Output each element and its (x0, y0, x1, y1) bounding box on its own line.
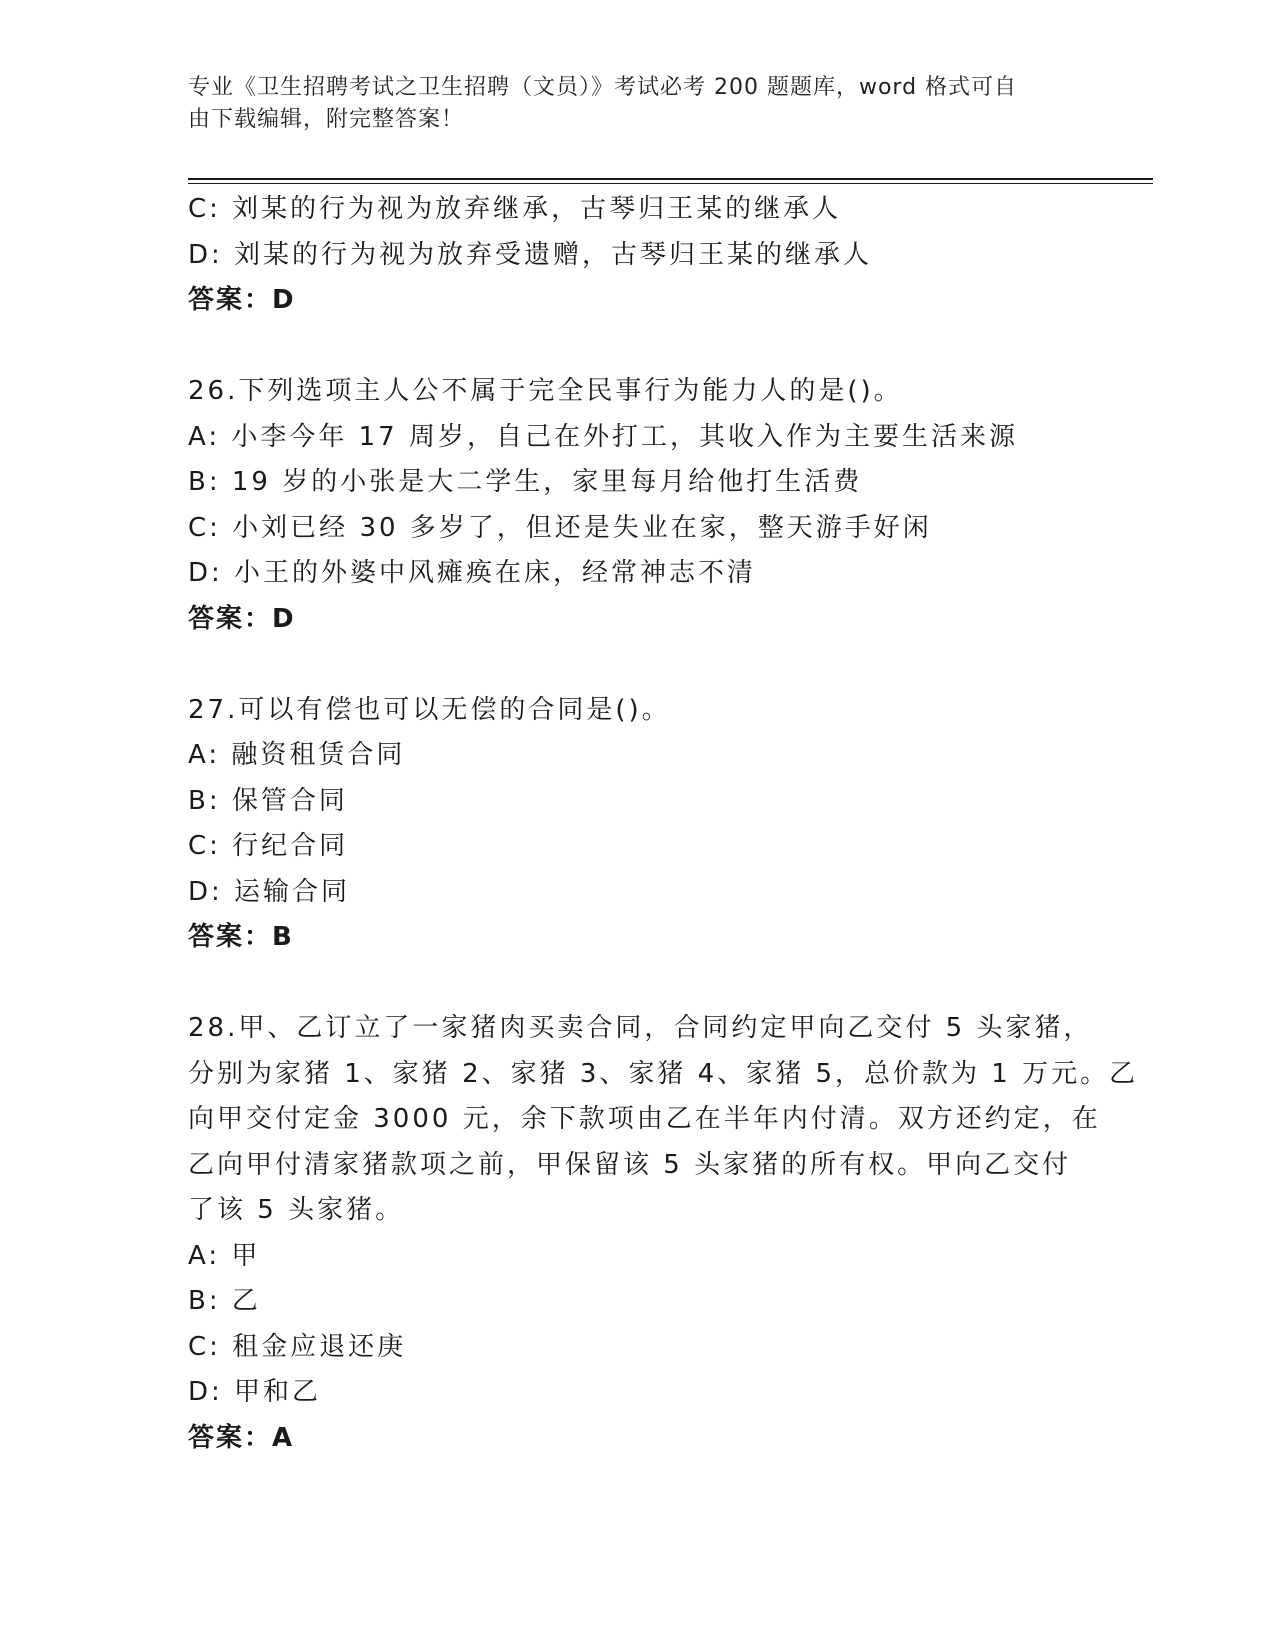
header-line-2: 由下载编辑，附完整答案！ (188, 107, 465, 132)
spacer (188, 324, 1088, 370)
question-27 (188, 688, 1088, 961)
q25-option-d: D: 刘某的行为视为放弃受遗赠，古琴归王某的继承人 (188, 239, 873, 270)
q28-option-b: B: 乙 (188, 1286, 261, 1316)
q27-answer: 答案：B (188, 922, 294, 952)
q28-answer: 答案：A (188, 1422, 295, 1453)
q28-option-a: A: 甲 (188, 1240, 261, 1271)
q26-answer: 答案：D (188, 603, 296, 634)
question-content (188, 187, 1139, 1461)
spacer (188, 642, 1088, 688)
q28-stem-line-3: 向甲交付定金 3000 元，余下款项由乙在半年内付清。双方还约定，在 (188, 1104, 1101, 1134)
q26-option-c: C: 小刘已经 30 多岁了，但还是失业在家，整天游手好闲 (188, 512, 932, 543)
q26-option-b: B: 19 岁的小张是大二学生，家里每月给他打生活费 (188, 467, 863, 497)
q25-answer: 答案：D (188, 285, 296, 315)
q28-stem-line-4: 乙向甲付清家猪款项之前，甲保留该 5 头家猪的所有权。甲向乙交付 (188, 1149, 1072, 1180)
q25-option-c: C: 刘某的行为视为放弃继承，古琴归王某的继承人 (188, 194, 842, 224)
q27-option-d: D: 运输合同 (188, 876, 351, 907)
q27-option-c: C: 行纪合同 (188, 831, 349, 861)
header-divider-thin (188, 183, 1153, 184)
q28-option-c: C: 租金应退还庚 (188, 1331, 407, 1362)
header-divider-thick (188, 178, 1153, 180)
question-26 (188, 369, 1088, 642)
q28-option-d: D: 甲和乙 (188, 1377, 322, 1407)
q26-option-d: D: 小王的外婆中风瘫痪在床，经常神志不清 (188, 558, 757, 588)
q28-stem-line-5: 了该 5 头家猪。 (188, 1195, 405, 1225)
q27-stem: 27.可以有偿也可以无偿的合同是()。 (188, 694, 671, 725)
question-28 (188, 1006, 1139, 1461)
q27-option-b: B: 保管合同 (188, 785, 348, 816)
q26-stem: 26.下列选项主人公不属于完全民事行为能力人的是()。 (188, 376, 903, 406)
q28-stem-line-1: 28.甲、乙订立了一家猪肉买卖合同，合同约定甲向乙交付 5 头家猪， (188, 1013, 1093, 1043)
question-25-tail (188, 187, 1088, 324)
spacer (188, 961, 1088, 1007)
header-line-1: 专业《卫生招聘考试之卫生招聘（文员）》考试必考 200 题题库，word 格式可自 (188, 75, 1018, 100)
q27-option-a: A: 融资租赁合同 (188, 740, 406, 770)
document-header (188, 72, 1068, 136)
q26-option-a: A: 小李今年 17 周岁，自己在外打工，其收入作为主要生活来源 (188, 421, 1018, 452)
q28-stem-line-2: 分别为家猪 1、家猪 2、家猪 3、家猪 4、家猪 5，总价款为 1 万元。乙 (188, 1058, 1139, 1089)
